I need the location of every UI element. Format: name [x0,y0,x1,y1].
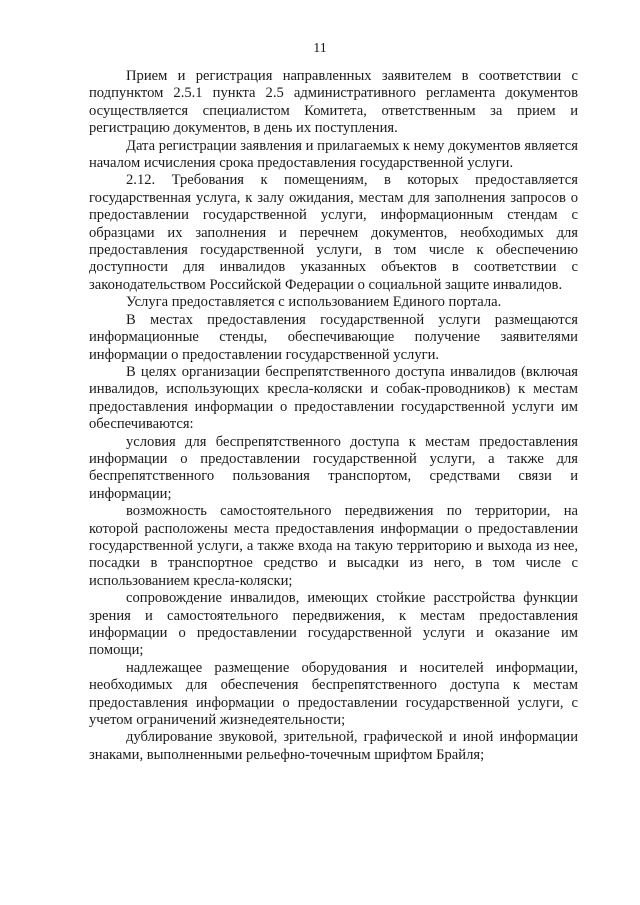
paragraph-unified-portal: Услуга предоставляется с использованием Единого портала. [126,294,502,311]
list-item-equipment-placement: надлежащее размещение оборудования и носителей информации, необходимых для обеспечения беспрепятственного доступа к местам предоставления информации о предоставлении государственной услуги, с учетом ограничений жизнедеятельности; [89,659,578,729]
paragraph-information-stands: В местах предоставления государственной услуги размещаются информационные стенды, обеспечивающие получение заявителями информации о предоставлении государственной услуги. [89,311,578,363]
paragraph-document-registration: Прием и регистрация направленных заявителем в соответствии с подпунктом 2.5.1 пункта 2.5 административного регламента документов осуществляется специалистом Комитета, ответственным за прием и регистрацию документов, в день их поступления. [89,68,578,137]
list-item-braille-duplication: дублирование звуковой, зрительной, графической и иной информации знаками, выполненными рельефно-точечным шрифтом Брайля; [89,729,578,763]
list-item-escort: сопровождение инвалидов, имеющих стойкие расстройства функции зрения и самостоятельного передвижения, к местам предоставления информации о предоставлении государственной услуги и оказание им помощи; [89,590,578,659]
list-item-independent-movement: возможность самостоятельного передвижения по территории, на которой расположены места предоставления информации о предоставлении государственной услуги, а также входа на такую территорию и выхода из нее, посадки в транспортное средство и высадки из него, в том числе с использованием кресла-коляски; [89,503,578,589]
paragraph-registration-date: Дата регистрации заявления и прилагаемых к нему документов является началом исчисления срока предоставления государственной услуги. [89,137,578,172]
paragraph-premises-requirements: 2.12. Требования к помещениям, в которых предоставляется государственная услуга, к залу ожидания, местам для заполнения запросов о предоставлении государственной услуги, информационным стендам с образцами их заполнения и перечнем документов, необходимых для предоставления государственной услуги, в том числе к обеспечению доступности для инвалидов указанных объектов в соответствии с законодательством Российской Федерации о социальной защите инвалидов. [89,172,578,293]
paragraph-accessibility-intro: В целях организации беспрепятственного доступа инвалидов (включая инвалидов, использующих кресла-коляски и собак-проводников) к местам предоставления информации о предоставлении государственной услуги им обеспечиваются: [89,363,578,433]
page-number: 11 [313,41,327,56]
list-item-access-conditions: условия для беспрепятственного доступа к местам предоставления информации о предоставлении государственной услуги, а также для беспрепятственного пользования транспортом, средствами связи и информации; [89,433,578,502]
document-body [89,68,578,764]
